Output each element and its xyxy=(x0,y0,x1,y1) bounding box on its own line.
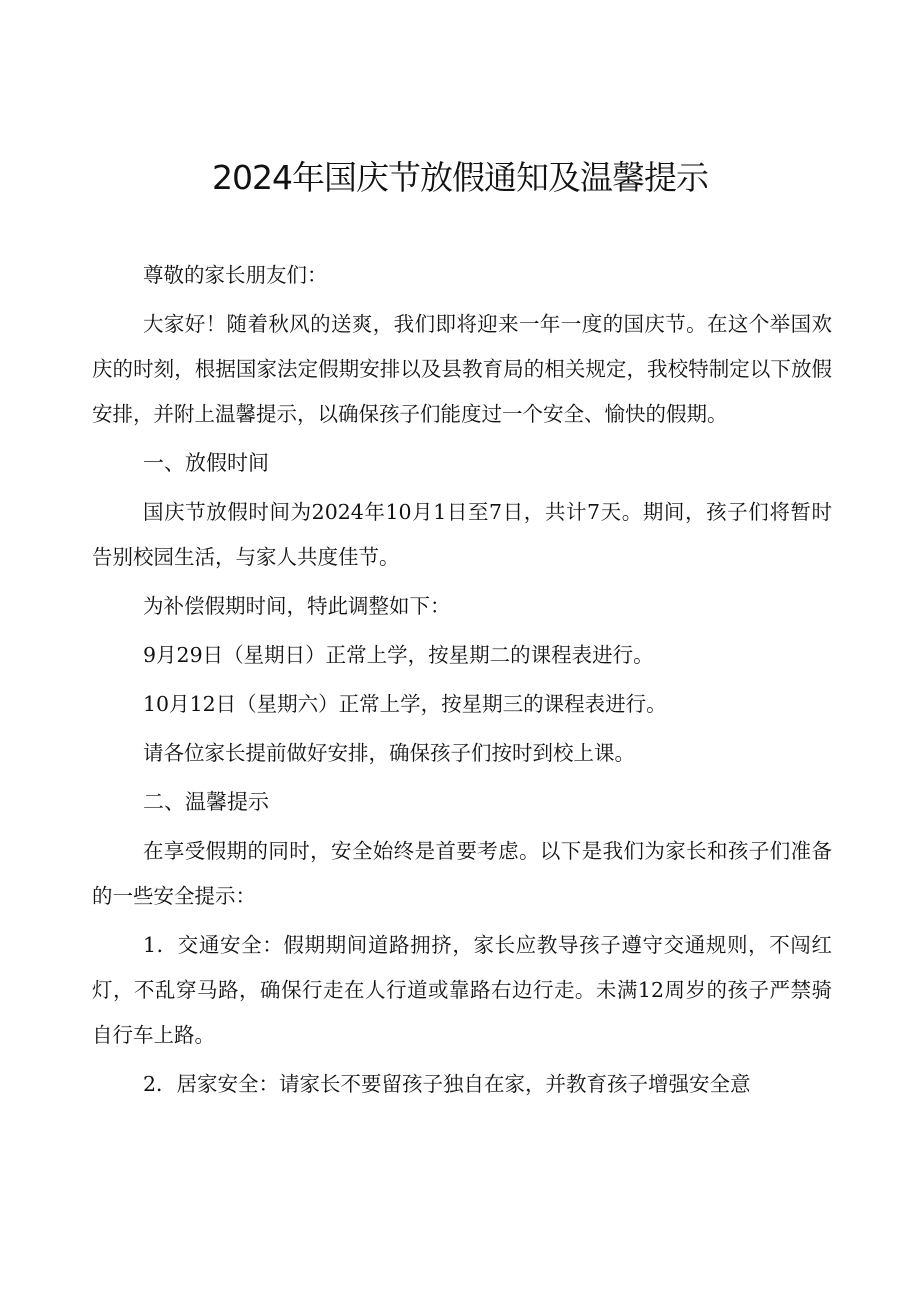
document-body xyxy=(92,253,832,1111)
list-item: 1．交通安全：假期期间道路拥挤，家长应教导孩子遵守交通规则，不闯红灯，不乱穿马路，确保行走在人行道或靠路右边行走。未满12周岁的孩子严禁骑自行车上路。 xyxy=(92,933,832,1047)
greeting: 尊敬的家长朋友们： xyxy=(143,263,328,287)
paragraph: 9月29日（星期日）正常上学，按星期二的课程表进行。 xyxy=(143,643,654,667)
paragraph: 为补偿假期时间，特此调整如下： xyxy=(143,594,451,618)
paragraph: 10月12日（星期六）正常上学，按星期三的课程表进行。 xyxy=(143,692,667,716)
paragraph: 请各位家长提前做好安排，确保孩子们按时到校上课。 xyxy=(143,741,635,765)
paragraph: 在享受假期的同时，安全始终是首要考虑。以下是我们为家长和孩子们准备的一些安全提示： xyxy=(92,839,832,908)
list-item: 2．居家安全：请家长不要留孩子独自在家，并教育孩子增强安全意 xyxy=(143,1072,751,1096)
section-heading-holiday-time: 一、放假时间 xyxy=(143,451,269,475)
intro-paragraph: 大家好！随着秋风的送爽，我们即将迎来一年一度的国庆节。在这个举国欢庆的时刻，根据国家法定假期安排以及县教育局的相关规定，我校特制定以下放假安排，并附上温馨提示，以确保孩子们能度过一个安全、愉快的假期。 xyxy=(92,312,832,426)
paragraph: 国庆节放假时间为2024年10月1日至7日，共计7天。期间，孩子们将暂时告别校园生活，与家人共度佳节。 xyxy=(92,500,832,569)
page-title: 2024年国庆节放假通知及温馨提示 xyxy=(212,158,708,197)
section-heading-warm-tips: 二、温馨提示 xyxy=(143,790,269,814)
